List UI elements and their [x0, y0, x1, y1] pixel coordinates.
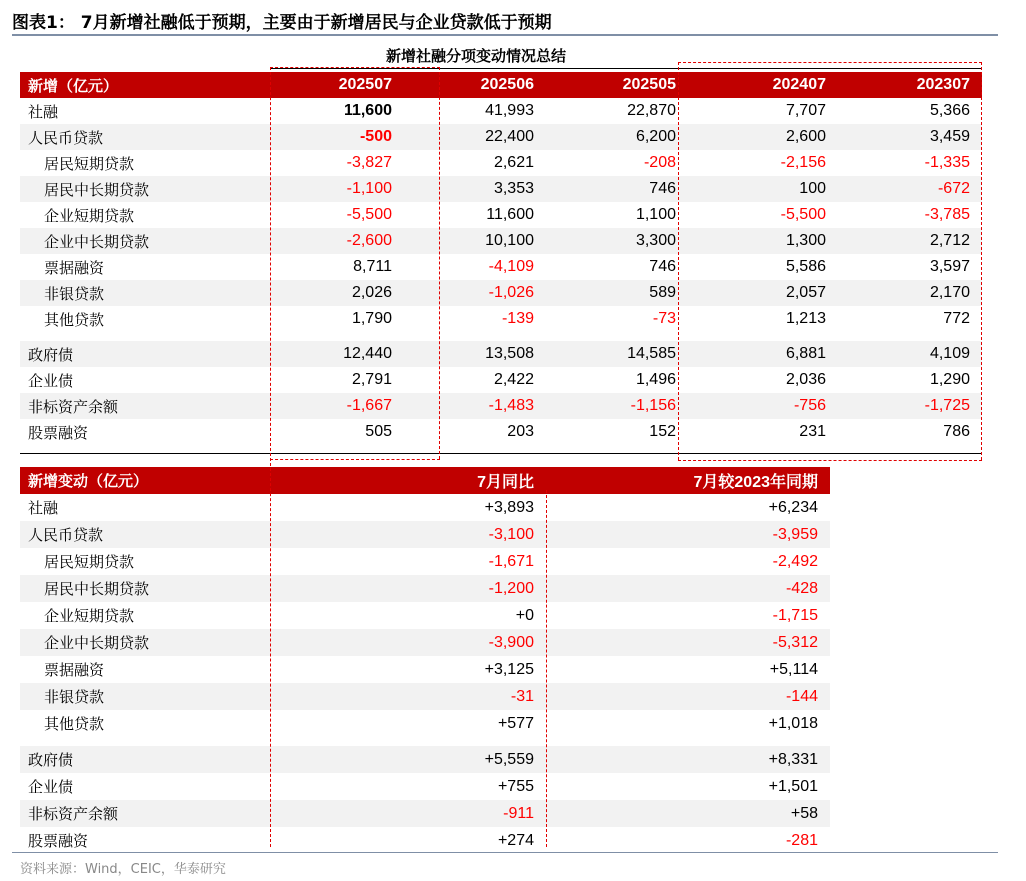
value-cell: +577: [497, 714, 534, 732]
value-cell: +1,501: [768, 777, 818, 795]
value-cell: 2,600: [688, 124, 838, 150]
table-row: [20, 367, 982, 393]
row-label: 企业债: [28, 371, 74, 390]
value-cell: +1,018: [768, 714, 818, 732]
table-row: [20, 683, 830, 710]
value-cell: 7,707: [785, 102, 826, 119]
change-table: [20, 467, 830, 854]
header-label: 新增（亿元）: [20, 72, 270, 98]
table-row: [20, 773, 830, 800]
header-cell: 7月同比: [270, 467, 546, 494]
value-cell: -1,335: [924, 154, 970, 171]
table-subtitle: 新增社融分项变动情况总结: [385, 47, 566, 65]
value-cell: 11,600: [486, 206, 534, 223]
value-cell: -1,100: [270, 176, 404, 202]
row-label: 政府债: [20, 746, 270, 773]
value-cell: -3,959: [546, 521, 830, 548]
value-cell: +755: [497, 777, 534, 795]
row-label: 居民中长期贷款: [20, 575, 270, 602]
row-label: 非银贷款: [20, 280, 270, 306]
table-row: [20, 124, 982, 150]
value-cell: 5,366: [929, 102, 970, 119]
value-cell: 1,496: [635, 371, 676, 388]
value-cell: 2,057: [688, 280, 838, 306]
value-cell: 10,100: [404, 228, 546, 254]
row-label: 居民短期贷款: [44, 553, 135, 571]
subtitle-rule: [270, 68, 982, 69]
value-cell: 5,586: [785, 258, 826, 275]
highlight-yoy-right: [981, 62, 982, 460]
value-cell: -672: [838, 176, 982, 202]
row-label: 社融: [28, 499, 59, 517]
row-label: 居民短期贷款: [44, 154, 135, 173]
value-cell: -428: [546, 575, 830, 602]
table-row: [20, 202, 982, 228]
value-cell: +274: [497, 831, 534, 849]
value-cell: -500: [270, 124, 404, 150]
value-cell: 14,585: [546, 341, 688, 367]
value-cell: -1,667: [270, 393, 404, 419]
value-cell: -3,785: [924, 206, 970, 223]
table-row: [20, 341, 982, 367]
value-cell: +58: [546, 800, 830, 827]
row-label: 企业中长期贷款: [20, 629, 270, 656]
value-cell: 4,109: [838, 341, 982, 367]
value-cell: 1,790: [351, 310, 392, 327]
header-cell: 202507: [270, 72, 404, 98]
table-row: [20, 602, 830, 629]
value-cell: -144: [546, 683, 830, 710]
value-cell: -2,492: [772, 552, 818, 570]
value-cell: -208: [643, 154, 676, 171]
value-cell: -2,156: [780, 154, 826, 171]
value-cell: 2,170: [838, 280, 982, 306]
value-cell: 13,508: [404, 341, 546, 367]
value-cell: 1,100: [635, 206, 676, 223]
value-cell: +0: [515, 606, 534, 624]
value-cell: -31: [270, 683, 546, 710]
row-label: 非标资产余额: [20, 800, 270, 827]
value-cell: 505: [365, 423, 392, 440]
highlight-202507-top: [270, 67, 440, 68]
table-row: [20, 419, 982, 445]
spacer-row: [20, 332, 982, 341]
value-cell: 11,600: [343, 102, 392, 119]
value-cell: 3,597: [929, 258, 970, 275]
value-cell: 2,036: [785, 371, 826, 388]
spacer-row: [20, 737, 830, 746]
table-row: [20, 521, 830, 548]
table-row: [20, 575, 830, 602]
value-cell: 3,353: [404, 176, 546, 202]
value-cell: +8,331: [546, 746, 830, 773]
row-label: 人民币贷款: [20, 521, 270, 548]
table-row: [20, 280, 982, 306]
highlight-yoy-left: [678, 62, 679, 460]
value-cell: 2,422: [493, 371, 534, 388]
table-row: [20, 150, 982, 176]
value-cell: 746: [649, 258, 676, 275]
source-note: 资料来源：Wind，CEIC，华泰研究: [20, 862, 226, 877]
row-label: 人民币贷款: [20, 124, 270, 150]
table-row: [20, 98, 982, 124]
value-cell: 1,300: [688, 228, 838, 254]
source-rule: [12, 852, 998, 853]
table-row: [20, 629, 830, 656]
value-cell: -756: [688, 393, 838, 419]
table-row: [20, 228, 982, 254]
value-cell: -911: [270, 800, 546, 827]
table-row: [20, 306, 982, 332]
header-cell: 202506: [404, 72, 546, 98]
value-cell: 3,300: [546, 228, 688, 254]
row-label: 企业中长期贷款: [20, 228, 270, 254]
value-cell: 589: [546, 280, 688, 306]
value-cell: -139: [501, 310, 534, 327]
highlight-202507-right: [439, 67, 440, 459]
table-row: [20, 176, 982, 202]
value-cell: 100: [688, 176, 838, 202]
table-row: [20, 656, 830, 683]
row-label: 其他贷款: [44, 715, 105, 733]
table-row: [20, 800, 830, 827]
value-cell: 6,200: [546, 124, 688, 150]
value-cell: +5,559: [270, 746, 546, 773]
value-cell: -4,109: [488, 258, 534, 275]
value-cell: -1,671: [488, 552, 534, 570]
value-cell: 2,712: [838, 228, 982, 254]
value-cell: -5,312: [546, 629, 830, 656]
row-label: 票据融资: [44, 661, 105, 679]
table-row: [20, 254, 982, 280]
value-cell: 12,440: [270, 341, 404, 367]
table-row: [20, 494, 830, 521]
table-row: [20, 548, 830, 575]
value-cell: 8,711: [353, 258, 392, 275]
table1-bottom-rule: [20, 453, 982, 454]
header-cell: 202307: [838, 72, 982, 98]
header-label: 新增变动（亿元）: [20, 467, 270, 494]
value-cell: -3,100: [270, 521, 546, 548]
row-label: 非标资产余额: [20, 393, 270, 419]
value-cell: 1,213: [785, 310, 826, 327]
value-cell: 746: [546, 176, 688, 202]
value-cell: -1,026: [404, 280, 546, 306]
value-cell: -3,827: [346, 154, 392, 171]
row-label: 政府债: [20, 341, 270, 367]
row-label: 票据融资: [44, 258, 105, 277]
row-label: 非银贷款: [20, 683, 270, 710]
table-row: [20, 393, 982, 419]
value-cell: -3,900: [270, 629, 546, 656]
value-cell: +3,125: [484, 660, 534, 678]
title-rule: [12, 34, 998, 36]
value-cell: -281: [785, 831, 818, 849]
value-cell: -1,483: [404, 393, 546, 419]
highlight-yoy-bottom: [678, 460, 982, 461]
divider-change-columns: [546, 490, 547, 847]
value-cell: -1,725: [838, 393, 982, 419]
row-label: 股票融资: [28, 832, 89, 850]
value-cell: -5,500: [780, 206, 826, 223]
row-label: 企业债: [28, 778, 74, 796]
row-label: 企业短期贷款: [44, 206, 135, 225]
row-label: 其他贷款: [44, 310, 105, 329]
header-cell: 7月较2023年同期: [546, 467, 830, 494]
row-label: 居民中长期贷款: [20, 176, 270, 202]
value-cell: 41,993: [485, 102, 534, 119]
header-cell: 202505: [546, 72, 688, 98]
value-cell: +3,893: [484, 498, 534, 516]
row-label: 社融: [28, 102, 59, 121]
highlight-202507-left: [270, 67, 271, 847]
value-cell: -2,600: [270, 228, 404, 254]
value-cell: 2,791: [351, 371, 392, 388]
highlight-202507-bottom: [270, 459, 440, 460]
value-cell: 22,870: [627, 102, 676, 119]
value-cell: -1,200: [270, 575, 546, 602]
row-label: 企业短期贷款: [44, 607, 135, 625]
value-cell: 152: [649, 423, 676, 440]
header-row: [20, 72, 982, 98]
table-row: [20, 746, 830, 773]
value-cell: 1,290: [929, 371, 970, 388]
value-cell: -1,715: [772, 606, 818, 624]
figure-title: 图表1： 7月新增社融低于预期，主要由于新增居民与企业贷款低于预期: [12, 13, 552, 33]
value-cell: 6,881: [688, 341, 838, 367]
value-cell: -1,156: [546, 393, 688, 419]
row-label: 股票融资: [28, 423, 89, 442]
value-cell: -5,500: [346, 206, 392, 223]
value-cell: 786: [943, 423, 970, 440]
value-cell: 2,621: [493, 154, 534, 171]
value-cell: -73: [652, 310, 676, 327]
table-row: [20, 710, 830, 737]
value-cell: 2,026: [270, 280, 404, 306]
value-cell: 3,459: [838, 124, 982, 150]
value-cell: 203: [507, 423, 534, 440]
value-cell: 22,400: [404, 124, 546, 150]
value-cell: +5,114: [769, 660, 818, 678]
header-cell: 202407: [688, 72, 838, 98]
value-cell: 772: [943, 310, 970, 327]
value-cell: +6,234: [768, 498, 818, 516]
table-row: [20, 827, 830, 854]
value-cell: 231: [799, 423, 826, 440]
header-row: [20, 467, 830, 494]
highlight-yoy-top: [678, 62, 982, 63]
summary-table: [20, 72, 982, 445]
